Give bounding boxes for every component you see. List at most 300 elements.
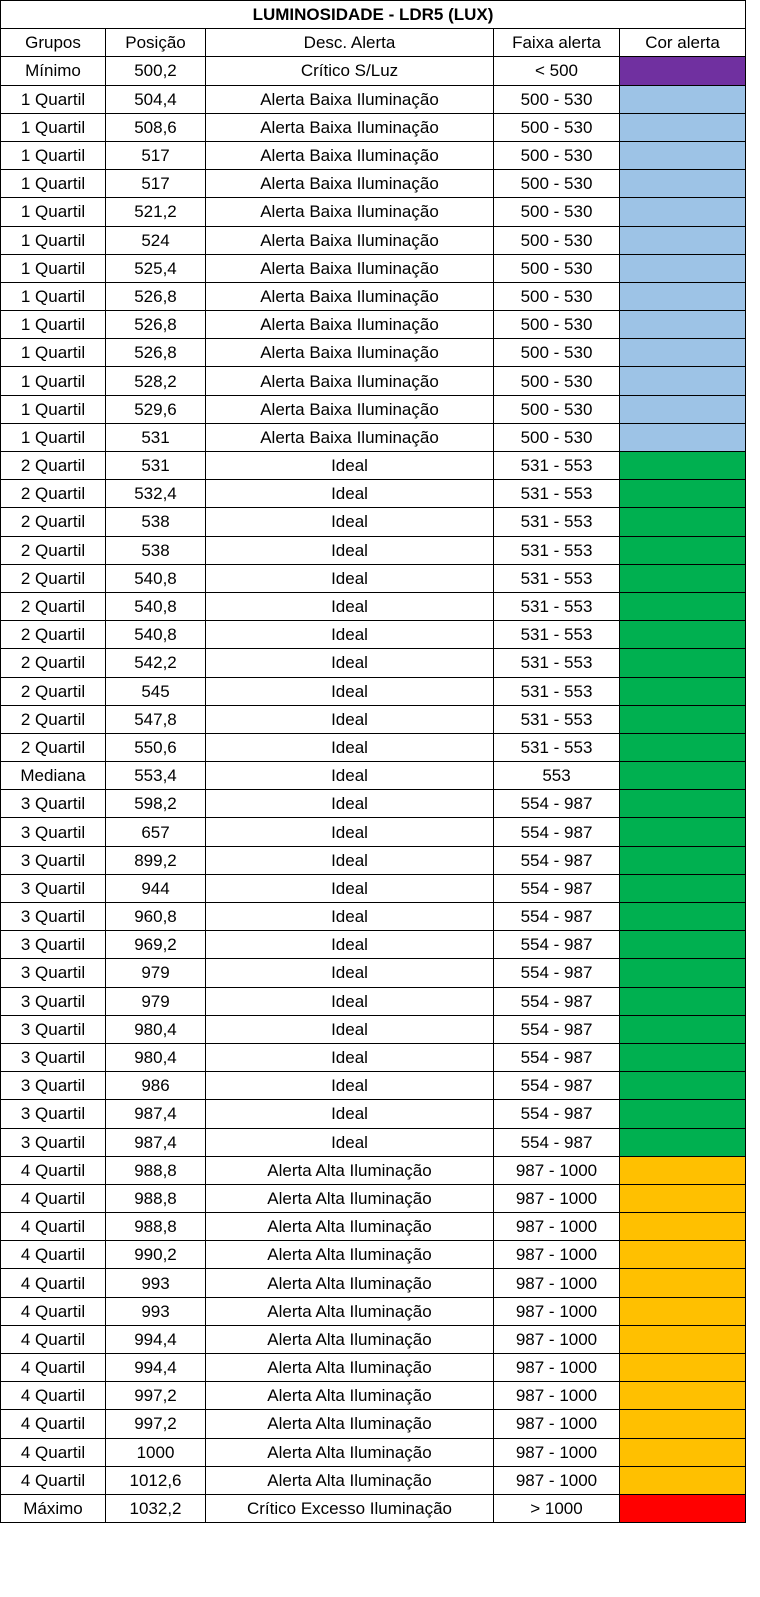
table-row bbox=[1, 846, 746, 874]
desc-alerta-cell: Ideal bbox=[206, 1100, 494, 1128]
cor-alerta-swatch bbox=[620, 677, 746, 705]
grupo-cell: 2 Quartil bbox=[1, 536, 106, 564]
faixa-alerta-cell: 553 bbox=[494, 762, 620, 790]
cor-alerta-swatch bbox=[620, 395, 746, 423]
header-posicao: Posição bbox=[106, 29, 206, 57]
posicao-cell: 538 bbox=[106, 508, 206, 536]
table-title: LUMINOSIDADE - LDR5 (LUX) bbox=[1, 1, 746, 29]
desc-alerta-cell: Ideal bbox=[206, 987, 494, 1015]
desc-alerta-cell: Alerta Baixa Iluminação bbox=[206, 113, 494, 141]
desc-alerta-cell: Ideal bbox=[206, 733, 494, 761]
grupo-cell: 2 Quartil bbox=[1, 677, 106, 705]
desc-alerta-cell: Alerta Alta Iluminação bbox=[206, 1156, 494, 1184]
desc-alerta-cell: Ideal bbox=[206, 959, 494, 987]
cor-alerta-swatch bbox=[620, 170, 746, 198]
desc-alerta-cell: Alerta Alta Iluminação bbox=[206, 1213, 494, 1241]
cor-alerta-swatch bbox=[620, 1354, 746, 1382]
faixa-alerta-cell: > 1000 bbox=[494, 1494, 620, 1522]
grupo-cell: 3 Quartil bbox=[1, 874, 106, 902]
faixa-alerta-cell: 987 - 1000 bbox=[494, 1184, 620, 1212]
desc-alerta-cell: Ideal bbox=[206, 452, 494, 480]
grupo-cell: 3 Quartil bbox=[1, 931, 106, 959]
posicao-cell: 540,8 bbox=[106, 621, 206, 649]
faixa-alerta-cell: 554 - 987 bbox=[494, 1015, 620, 1043]
posicao-cell: 1000 bbox=[106, 1438, 206, 1466]
faixa-alerta-cell: 987 - 1000 bbox=[494, 1325, 620, 1353]
grupo-cell: 2 Quartil bbox=[1, 705, 106, 733]
posicao-cell: 531 bbox=[106, 423, 206, 451]
posicao-cell: 521,2 bbox=[106, 198, 206, 226]
cor-alerta-swatch bbox=[620, 1100, 746, 1128]
cor-alerta-swatch bbox=[620, 1213, 746, 1241]
faixa-alerta-cell: 554 - 987 bbox=[494, 1128, 620, 1156]
desc-alerta-cell: Crítico S/Luz bbox=[206, 57, 494, 85]
desc-alerta-cell: Alerta Alta Iluminação bbox=[206, 1297, 494, 1325]
posicao-cell: 980,4 bbox=[106, 1043, 206, 1071]
cor-alerta-swatch bbox=[620, 649, 746, 677]
faixa-alerta-cell: 531 - 553 bbox=[494, 621, 620, 649]
posicao-cell: 980,4 bbox=[106, 1015, 206, 1043]
posicao-cell: 993 bbox=[106, 1297, 206, 1325]
desc-alerta-cell: Alerta Alta Iluminação bbox=[206, 1410, 494, 1438]
faixa-alerta-cell: 987 - 1000 bbox=[494, 1438, 620, 1466]
faixa-alerta-cell: 500 - 530 bbox=[494, 226, 620, 254]
faixa-alerta-cell: 531 - 553 bbox=[494, 733, 620, 761]
cor-alerta-swatch bbox=[620, 564, 746, 592]
posicao-cell: 1032,2 bbox=[106, 1494, 206, 1522]
desc-alerta-cell: Alerta Baixa Iluminação bbox=[206, 282, 494, 310]
cor-alerta-swatch bbox=[620, 508, 746, 536]
faixa-alerta-cell: 554 - 987 bbox=[494, 818, 620, 846]
cor-alerta-swatch bbox=[620, 846, 746, 874]
cor-alerta-swatch bbox=[620, 85, 746, 113]
cor-alerta-swatch bbox=[620, 1156, 746, 1184]
table-row bbox=[1, 564, 746, 592]
faixa-alerta-cell: 531 - 553 bbox=[494, 649, 620, 677]
grupo-cell: 3 Quartil bbox=[1, 1043, 106, 1071]
grupo-cell: 1 Quartil bbox=[1, 226, 106, 254]
posicao-cell: 598,2 bbox=[106, 790, 206, 818]
faixa-alerta-cell: 987 - 1000 bbox=[494, 1382, 620, 1410]
posicao-cell: 526,8 bbox=[106, 339, 206, 367]
posicao-cell: 899,2 bbox=[106, 846, 206, 874]
header-desc-alerta: Desc. Alerta bbox=[206, 29, 494, 57]
table-row bbox=[1, 1043, 746, 1071]
posicao-cell: 547,8 bbox=[106, 705, 206, 733]
cor-alerta-swatch bbox=[620, 452, 746, 480]
desc-alerta-cell: Ideal bbox=[206, 592, 494, 620]
cor-alerta-swatch bbox=[620, 423, 746, 451]
posicao-cell: 540,8 bbox=[106, 592, 206, 620]
posicao-cell: 508,6 bbox=[106, 113, 206, 141]
posicao-cell: 944 bbox=[106, 874, 206, 902]
cor-alerta-swatch bbox=[620, 1269, 746, 1297]
cor-alerta-swatch bbox=[620, 705, 746, 733]
grupo-cell: 1 Quartil bbox=[1, 423, 106, 451]
desc-alerta-cell: Ideal bbox=[206, 790, 494, 818]
desc-alerta-cell: Alerta Alta Iluminação bbox=[206, 1241, 494, 1269]
faixa-alerta-cell: 500 - 530 bbox=[494, 254, 620, 282]
table-row bbox=[1, 1128, 746, 1156]
grupo-cell: 1 Quartil bbox=[1, 141, 106, 169]
grupo-cell: Mínimo bbox=[1, 57, 106, 85]
grupo-cell: 2 Quartil bbox=[1, 649, 106, 677]
cor-alerta-swatch bbox=[620, 113, 746, 141]
posicao-cell: 528,2 bbox=[106, 367, 206, 395]
faixa-alerta-cell: < 500 bbox=[494, 57, 620, 85]
faixa-alerta-cell: 987 - 1000 bbox=[494, 1297, 620, 1325]
table-row bbox=[1, 141, 746, 169]
desc-alerta-cell: Alerta Baixa Iluminação bbox=[206, 170, 494, 198]
faixa-alerta-cell: 987 - 1000 bbox=[494, 1269, 620, 1297]
posicao-cell: 545 bbox=[106, 677, 206, 705]
desc-alerta-cell: Ideal bbox=[206, 818, 494, 846]
cor-alerta-swatch bbox=[620, 254, 746, 282]
posicao-cell: 532,4 bbox=[106, 480, 206, 508]
grupo-cell: 4 Quartil bbox=[1, 1297, 106, 1325]
table-row bbox=[1, 621, 746, 649]
faixa-alerta-cell: 531 - 553 bbox=[494, 536, 620, 564]
table-row bbox=[1, 1494, 746, 1522]
table-row bbox=[1, 311, 746, 339]
grupo-cell: 4 Quartil bbox=[1, 1269, 106, 1297]
posicao-cell: 540,8 bbox=[106, 564, 206, 592]
faixa-alerta-cell: 554 - 987 bbox=[494, 790, 620, 818]
desc-alerta-cell: Alerta Alta Iluminação bbox=[206, 1325, 494, 1353]
cor-alerta-swatch bbox=[620, 621, 746, 649]
desc-alerta-cell: Ideal bbox=[206, 931, 494, 959]
cor-alerta-swatch bbox=[620, 1410, 746, 1438]
desc-alerta-cell: Ideal bbox=[206, 1128, 494, 1156]
desc-alerta-cell: Alerta Baixa Iluminação bbox=[206, 85, 494, 113]
grupo-cell: 2 Quartil bbox=[1, 480, 106, 508]
grupo-cell: 1 Quartil bbox=[1, 311, 106, 339]
posicao-cell: 531 bbox=[106, 452, 206, 480]
posicao-cell: 529,6 bbox=[106, 395, 206, 423]
table-row bbox=[1, 959, 746, 987]
table-row bbox=[1, 226, 746, 254]
posicao-cell: 979 bbox=[106, 959, 206, 987]
desc-alerta-cell: Ideal bbox=[206, 762, 494, 790]
grupo-cell: 4 Quartil bbox=[1, 1184, 106, 1212]
header-faixa-alerta: Faixa alerta bbox=[494, 29, 620, 57]
table-body bbox=[1, 57, 746, 1523]
posicao-cell: 657 bbox=[106, 818, 206, 846]
grupo-cell: 3 Quartil bbox=[1, 1072, 106, 1100]
grupo-cell: 4 Quartil bbox=[1, 1382, 106, 1410]
cor-alerta-swatch bbox=[620, 762, 746, 790]
posicao-cell: 988,8 bbox=[106, 1156, 206, 1184]
faixa-alerta-cell: 500 - 530 bbox=[494, 113, 620, 141]
faixa-alerta-cell: 554 - 987 bbox=[494, 1100, 620, 1128]
cor-alerta-swatch bbox=[620, 1382, 746, 1410]
cor-alerta-swatch bbox=[620, 818, 746, 846]
table-row bbox=[1, 1184, 746, 1212]
cor-alerta-swatch bbox=[620, 1297, 746, 1325]
posicao-cell: 986 bbox=[106, 1072, 206, 1100]
grupo-cell: 3 Quartil bbox=[1, 987, 106, 1015]
cor-alerta-swatch bbox=[620, 903, 746, 931]
table-row bbox=[1, 649, 746, 677]
cor-alerta-swatch bbox=[620, 1494, 746, 1522]
table-row bbox=[1, 452, 746, 480]
table-row bbox=[1, 903, 746, 931]
table-row bbox=[1, 339, 746, 367]
cor-alerta-swatch bbox=[620, 226, 746, 254]
desc-alerta-cell: Crítico Excesso Iluminação bbox=[206, 1494, 494, 1522]
faixa-alerta-cell: 531 - 553 bbox=[494, 592, 620, 620]
grupo-cell: 3 Quartil bbox=[1, 1128, 106, 1156]
cor-alerta-swatch bbox=[620, 480, 746, 508]
faixa-alerta-cell: 987 - 1000 bbox=[494, 1354, 620, 1382]
cor-alerta-swatch bbox=[620, 733, 746, 761]
posicao-cell: 526,8 bbox=[106, 311, 206, 339]
desc-alerta-cell: Ideal bbox=[206, 508, 494, 536]
posicao-cell: 993 bbox=[106, 1269, 206, 1297]
posicao-cell: 987,4 bbox=[106, 1128, 206, 1156]
faixa-alerta-cell: 531 - 553 bbox=[494, 705, 620, 733]
grupo-cell: Mediana bbox=[1, 762, 106, 790]
posicao-cell: 988,8 bbox=[106, 1184, 206, 1212]
table-row bbox=[1, 367, 746, 395]
cor-alerta-swatch bbox=[620, 931, 746, 959]
grupo-cell: 2 Quartil bbox=[1, 452, 106, 480]
cor-alerta-swatch bbox=[620, 1015, 746, 1043]
grupo-cell: 3 Quartil bbox=[1, 790, 106, 818]
table-row bbox=[1, 1072, 746, 1100]
cor-alerta-swatch bbox=[620, 959, 746, 987]
posicao-cell: 979 bbox=[106, 987, 206, 1015]
cor-alerta-swatch bbox=[620, 57, 746, 85]
desc-alerta-cell: Ideal bbox=[206, 480, 494, 508]
faixa-alerta-cell: 531 - 553 bbox=[494, 677, 620, 705]
desc-alerta-cell: Ideal bbox=[206, 649, 494, 677]
grupo-cell: 4 Quartil bbox=[1, 1156, 106, 1184]
faixa-alerta-cell: 554 - 987 bbox=[494, 931, 620, 959]
grupo-cell: 1 Quartil bbox=[1, 254, 106, 282]
cor-alerta-swatch bbox=[620, 987, 746, 1015]
faixa-alerta-cell: 500 - 530 bbox=[494, 141, 620, 169]
table-row bbox=[1, 1269, 746, 1297]
faixa-alerta-cell: 531 - 553 bbox=[494, 564, 620, 592]
grupo-cell: 3 Quartil bbox=[1, 959, 106, 987]
posicao-cell: 517 bbox=[106, 170, 206, 198]
grupo-cell: 3 Quartil bbox=[1, 846, 106, 874]
desc-alerta-cell: Alerta Baixa Iluminação bbox=[206, 311, 494, 339]
faixa-alerta-cell: 554 - 987 bbox=[494, 1072, 620, 1100]
faixa-alerta-cell: 500 - 530 bbox=[494, 170, 620, 198]
desc-alerta-cell: Alerta Alta Iluminação bbox=[206, 1466, 494, 1494]
faixa-alerta-cell: 500 - 530 bbox=[494, 339, 620, 367]
desc-alerta-cell: Alerta Baixa Iluminação bbox=[206, 339, 494, 367]
posicao-cell: 525,4 bbox=[106, 254, 206, 282]
faixa-alerta-cell: 500 - 530 bbox=[494, 85, 620, 113]
cor-alerta-swatch bbox=[620, 592, 746, 620]
table-row bbox=[1, 198, 746, 226]
table-row bbox=[1, 1241, 746, 1269]
posicao-cell: 500,2 bbox=[106, 57, 206, 85]
table-row bbox=[1, 85, 746, 113]
grupo-cell: 3 Quartil bbox=[1, 903, 106, 931]
grupo-cell: 1 Quartil bbox=[1, 395, 106, 423]
table-row bbox=[1, 762, 746, 790]
table-row bbox=[1, 1410, 746, 1438]
grupo-cell: 1 Quartil bbox=[1, 367, 106, 395]
cor-alerta-swatch bbox=[620, 1438, 746, 1466]
desc-alerta-cell: Ideal bbox=[206, 846, 494, 874]
faixa-alerta-cell: 987 - 1000 bbox=[494, 1466, 620, 1494]
posicao-cell: 988,8 bbox=[106, 1213, 206, 1241]
table-row bbox=[1, 874, 746, 902]
faixa-alerta-cell: 554 - 987 bbox=[494, 959, 620, 987]
table-row bbox=[1, 1438, 746, 1466]
desc-alerta-cell: Alerta Baixa Iluminação bbox=[206, 198, 494, 226]
cor-alerta-swatch bbox=[620, 141, 746, 169]
desc-alerta-cell: Ideal bbox=[206, 1015, 494, 1043]
posicao-cell: 960,8 bbox=[106, 903, 206, 931]
faixa-alerta-cell: 500 - 530 bbox=[494, 198, 620, 226]
desc-alerta-cell: Alerta Alta Iluminação bbox=[206, 1184, 494, 1212]
faixa-alerta-cell: 554 - 987 bbox=[494, 846, 620, 874]
desc-alerta-cell: Ideal bbox=[206, 536, 494, 564]
faixa-alerta-cell: 500 - 530 bbox=[494, 282, 620, 310]
posicao-cell: 994,4 bbox=[106, 1354, 206, 1382]
faixa-alerta-cell: 500 - 530 bbox=[494, 395, 620, 423]
cor-alerta-swatch bbox=[620, 311, 746, 339]
faixa-alerta-cell: 554 - 987 bbox=[494, 1043, 620, 1071]
cor-alerta-swatch bbox=[620, 874, 746, 902]
faixa-alerta-cell: 554 - 987 bbox=[494, 874, 620, 902]
table-row bbox=[1, 677, 746, 705]
table-row bbox=[1, 1156, 746, 1184]
desc-alerta-cell: Alerta Alta Iluminação bbox=[206, 1382, 494, 1410]
table-row bbox=[1, 1354, 746, 1382]
desc-alerta-cell: Ideal bbox=[206, 705, 494, 733]
faixa-alerta-cell: 531 - 553 bbox=[494, 452, 620, 480]
cor-alerta-swatch bbox=[620, 1043, 746, 1071]
desc-alerta-cell: Ideal bbox=[206, 1043, 494, 1071]
cor-alerta-swatch bbox=[620, 1072, 746, 1100]
faixa-alerta-cell: 987 - 1000 bbox=[494, 1213, 620, 1241]
cor-alerta-swatch bbox=[620, 198, 746, 226]
desc-alerta-cell: Ideal bbox=[206, 1072, 494, 1100]
grupo-cell: 1 Quartil bbox=[1, 113, 106, 141]
desc-alerta-cell: Ideal bbox=[206, 564, 494, 592]
desc-alerta-cell: Ideal bbox=[206, 903, 494, 931]
table-row bbox=[1, 592, 746, 620]
cor-alerta-swatch bbox=[620, 1466, 746, 1494]
table-row bbox=[1, 480, 746, 508]
cor-alerta-swatch bbox=[620, 339, 746, 367]
faixa-alerta-cell: 531 - 553 bbox=[494, 480, 620, 508]
table-row bbox=[1, 508, 746, 536]
desc-alerta-cell: Alerta Baixa Iluminação bbox=[206, 423, 494, 451]
cor-alerta-swatch bbox=[620, 536, 746, 564]
table-row bbox=[1, 170, 746, 198]
grupo-cell: 2 Quartil bbox=[1, 733, 106, 761]
table-row bbox=[1, 1015, 746, 1043]
table-row bbox=[1, 395, 746, 423]
table-row bbox=[1, 1297, 746, 1325]
posicao-cell: 504,4 bbox=[106, 85, 206, 113]
cor-alerta-swatch bbox=[620, 1241, 746, 1269]
faixa-alerta-cell: 987 - 1000 bbox=[494, 1410, 620, 1438]
grupo-cell: 1 Quartil bbox=[1, 85, 106, 113]
desc-alerta-cell: Ideal bbox=[206, 677, 494, 705]
faixa-alerta-cell: 554 - 987 bbox=[494, 987, 620, 1015]
grupo-cell: 4 Quartil bbox=[1, 1354, 106, 1382]
grupo-cell: Máximo bbox=[1, 1494, 106, 1522]
posicao-cell: 524 bbox=[106, 226, 206, 254]
table-row bbox=[1, 1382, 746, 1410]
cor-alerta-swatch bbox=[620, 790, 746, 818]
table-row bbox=[1, 113, 746, 141]
table-row bbox=[1, 1325, 746, 1353]
desc-alerta-cell: Ideal bbox=[206, 621, 494, 649]
posicao-cell: 538 bbox=[106, 536, 206, 564]
grupo-cell: 4 Quartil bbox=[1, 1213, 106, 1241]
desc-alerta-cell: Alerta Baixa Iluminação bbox=[206, 367, 494, 395]
title-row bbox=[1, 1, 746, 29]
table-row bbox=[1, 423, 746, 451]
desc-alerta-cell: Alerta Baixa Iluminação bbox=[206, 395, 494, 423]
grupo-cell: 4 Quartil bbox=[1, 1241, 106, 1269]
grupo-cell: 3 Quartil bbox=[1, 818, 106, 846]
table-row bbox=[1, 818, 746, 846]
posicao-cell: 553,4 bbox=[106, 762, 206, 790]
header-cor-alerta: Cor alerta bbox=[620, 29, 746, 57]
faixa-alerta-cell: 500 - 530 bbox=[494, 423, 620, 451]
grupo-cell: 3 Quartil bbox=[1, 1015, 106, 1043]
grupo-cell: 2 Quartil bbox=[1, 564, 106, 592]
faixa-alerta-cell: 531 - 553 bbox=[494, 508, 620, 536]
header-grupos: Grupos bbox=[1, 29, 106, 57]
posicao-cell: 550,6 bbox=[106, 733, 206, 761]
faixa-alerta-cell: 987 - 1000 bbox=[494, 1156, 620, 1184]
posicao-cell: 526,8 bbox=[106, 282, 206, 310]
posicao-cell: 1012,6 bbox=[106, 1466, 206, 1494]
cor-alerta-swatch bbox=[620, 282, 746, 310]
posicao-cell: 997,2 bbox=[106, 1410, 206, 1438]
desc-alerta-cell: Alerta Baixa Iluminação bbox=[206, 226, 494, 254]
faixa-alerta-cell: 500 - 530 bbox=[494, 367, 620, 395]
posicao-cell: 994,4 bbox=[106, 1325, 206, 1353]
table-row bbox=[1, 931, 746, 959]
posicao-cell: 987,4 bbox=[106, 1100, 206, 1128]
desc-alerta-cell: Alerta Alta Iluminação bbox=[206, 1438, 494, 1466]
desc-alerta-cell: Alerta Baixa Iluminação bbox=[206, 141, 494, 169]
posicao-cell: 969,2 bbox=[106, 931, 206, 959]
table-row bbox=[1, 57, 746, 85]
grupo-cell: 4 Quartil bbox=[1, 1325, 106, 1353]
posicao-cell: 542,2 bbox=[106, 649, 206, 677]
grupo-cell: 2 Quartil bbox=[1, 621, 106, 649]
desc-alerta-cell: Alerta Alta Iluminação bbox=[206, 1269, 494, 1297]
faixa-alerta-cell: 500 - 530 bbox=[494, 311, 620, 339]
table-row bbox=[1, 705, 746, 733]
grupo-cell: 4 Quartil bbox=[1, 1438, 106, 1466]
grupo-cell: 2 Quartil bbox=[1, 592, 106, 620]
table-row bbox=[1, 790, 746, 818]
faixa-alerta-cell: 987 - 1000 bbox=[494, 1241, 620, 1269]
table-row bbox=[1, 733, 746, 761]
faixa-alerta-cell: 554 - 987 bbox=[494, 903, 620, 931]
grupo-cell: 1 Quartil bbox=[1, 339, 106, 367]
grupo-cell: 1 Quartil bbox=[1, 170, 106, 198]
cor-alerta-swatch bbox=[620, 1128, 746, 1156]
desc-alerta-cell: Ideal bbox=[206, 874, 494, 902]
desc-alerta-cell: Alerta Baixa Iluminação bbox=[206, 254, 494, 282]
